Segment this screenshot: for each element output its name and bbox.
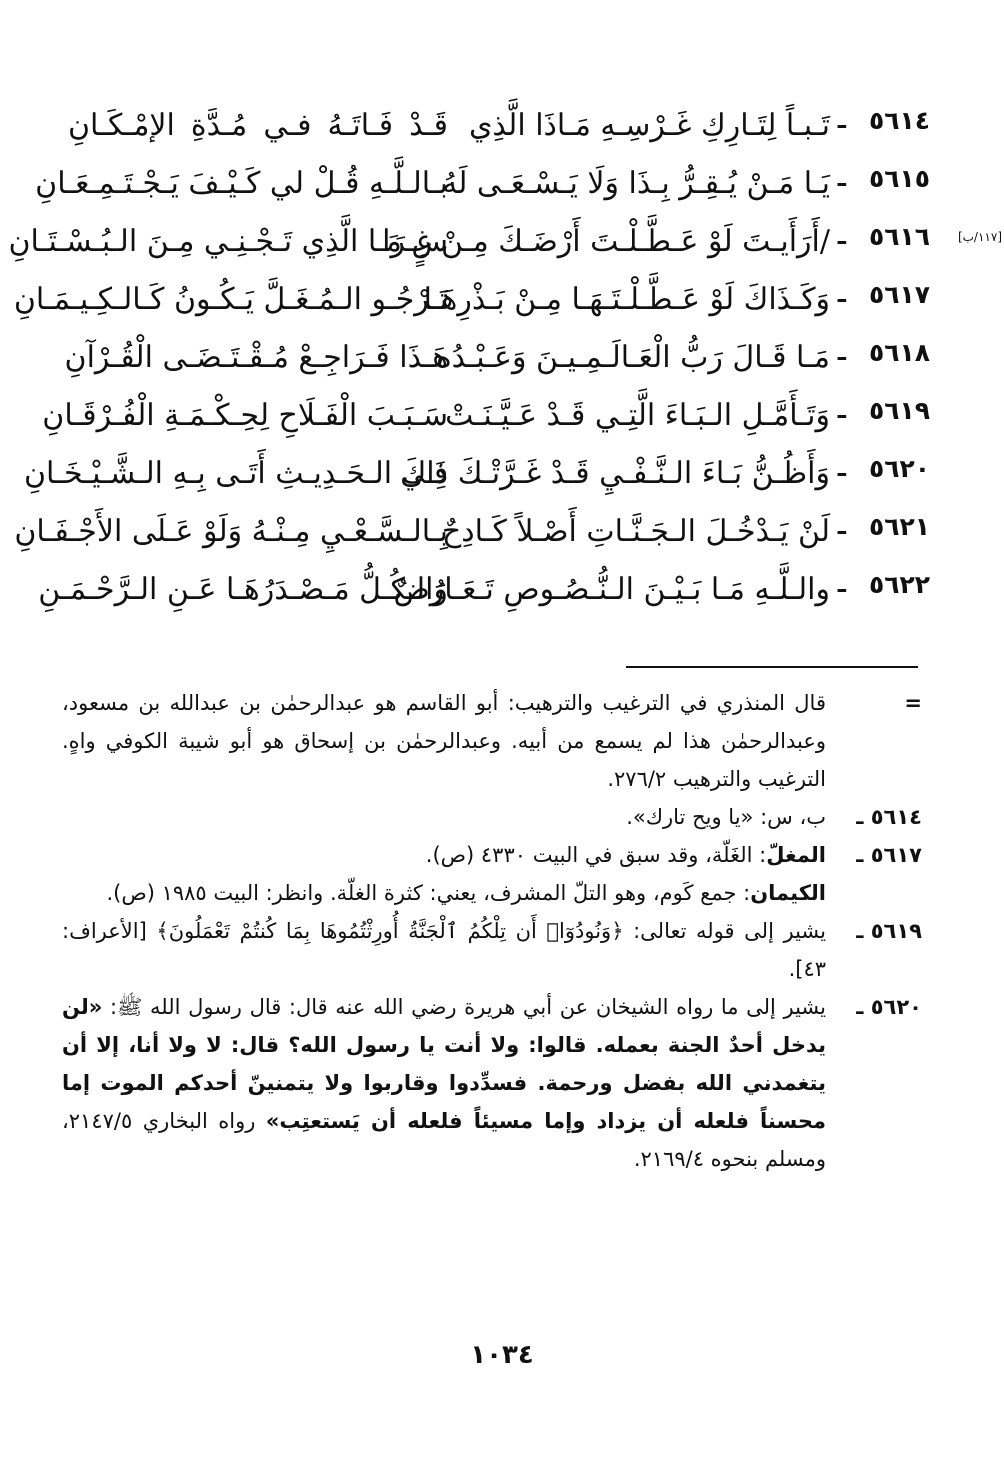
verse-5616: [8, 218, 1002, 276]
verse-first-hemistich: والـلَّـهِ مَـا بَـيْـنَ الـنُّـصُـوصِ تَـعَـارُضٌ: [393, 572, 830, 607]
verse-number: ٥٦١٩: [868, 396, 930, 425]
verse-second-hemistich: بـالـلَّـهِ قُـلْ لي كَـيْـفَ يَـجْـتَـمِـعَـانِ: [35, 166, 448, 201]
verse-second-hemistich: بِـالـسَّـعْـيِ مِـنْـهُ وَلَوْ عَـلَى الأَجْـفَـانِ: [14, 514, 448, 549]
verse-first-hemistich: وَأَظُـنُّ بَـاءَ الـنَّـفْـيِ قَـدْ غَـرَّتْـكَ فِـي: [400, 456, 830, 491]
verse-number: ٥٦٢٢: [868, 570, 930, 599]
footnote-number: ٥٦١٧ ـ: [856, 843, 922, 867]
verse-5617: [13, 276, 930, 334]
verse-dash: ـ: [837, 280, 846, 308]
verse-second-hemistich: وَالـكُـلُّ مَـصْـدَرُهَـا عَـنِ الـرَّحْـمَـنِ: [38, 572, 448, 607]
footnote-text: [62, 988, 826, 1178]
footnote-separator: [626, 666, 918, 668]
verse-number: ٥٦١٦: [868, 222, 930, 251]
verse-second-hemistich: تَـرْجُـو الـمُـغَـلَّ يَـكُـونُ كَـالـكِـيـمَـانِ: [13, 282, 448, 317]
verse-5618: [60, 334, 930, 392]
verse-number: ٥٦٢١: [868, 512, 930, 541]
footnote-5619: [62, 912, 922, 988]
verse-section: [8, 102, 1002, 624]
verse-dash: ـ: [837, 512, 846, 540]
footnote-number: ٥٦١٩ ـ: [856, 919, 922, 943]
verse-first-hemistich: يَـا مَـنْ يُـقِـرُّ بِـذَا وَلَا يَـسْـعَـى لَهُ: [442, 166, 830, 201]
verse-number: ٥٦١٥: [868, 164, 930, 193]
footnote-text: ب، س: «يا ويح تارك».: [626, 805, 826, 829]
footnote-5617: [62, 836, 922, 912]
verse-second-hemistich: هَـذَا فَـرَاجِـعْ مُـقْـتَـضَـى الْقُـرْآنِ: [64, 340, 448, 375]
verse-number: ٥٦١٧: [868, 280, 930, 309]
footnotes-section: [62, 684, 922, 1178]
verse-first-hemistich: وَتَـأَمَّـلِ الـبَـاءَ الَّتِـي قَـدْ عَـيَّـنَـتْ: [445, 398, 830, 433]
verse-number: ٥٦١٤: [868, 106, 930, 135]
verse-dash: ـ: [837, 338, 846, 366]
verse-first-hemistich: مَـا قَـالَ رَبُّ الْعَـالَـمِـيـنَ وَعَـبْـدُه: [435, 340, 830, 375]
verse-dash: ـ: [837, 396, 846, 424]
continuation-marker: =: [904, 691, 922, 715]
verse-5620: [23, 450, 930, 508]
verse-first-hemistich: /أَرَأَيـتَ لَوْ عَـطَّـلْـتَ أَرْضَـكَ مِـنْ غِـرَا: [382, 224, 830, 259]
footnote-continuation: [62, 684, 922, 798]
verse-5619: [42, 392, 930, 450]
verse-first-hemistich: تَـبـاً لِتَـارِكِ غَـرْسِـهِ مَـاذَا الَّذِي: [468, 108, 830, 143]
verse-number: ٥٦٢٠: [868, 454, 930, 483]
verse-first-hemistich: لَنْ يَـدْخُـلَ الـجَـنَّـاتِ أَصْـلاً كَـادِحٌ: [441, 514, 830, 549]
gloss-term: المغلّ: [766, 843, 826, 867]
footnote-text: [62, 836, 826, 874]
hadith-source: رواه البخاري ٢١٤٧/٥، ومسلم بنحوه ٢١٦٩/٤.: [62, 1109, 826, 1171]
gloss-term: الكيمان: [750, 881, 826, 905]
verse-second-hemistich: سٍ مَـا الَّذِي تَـجْـنِـي مِـنَ الـبُـسْـتَـانِ: [8, 224, 448, 259]
verse-first-hemistich: وَكَـذَاكَ لَوْ عَـطَّـلْـتَـهَـا مِـنْ بَـذْرِهَـا: [423, 282, 830, 317]
verse-dash: ـ: [837, 106, 846, 134]
hadith-quote: «لن يدخل أحدٌ الجنة بعمله. قالوا: ولا أنت يا رسول الله؟ قال: لا ولا أنا، إلا أن يتغمدني الله بفضل ورحمة. فسدِّدوا وقاربوا ولا يتمنينّ أحدكم الموت إما محسناً فلعله أن يزداد وإما مسيئاً فلعله أن يَستعتِب»: [62, 995, 827, 1133]
footnote-text: قال المنذري في الترغيب والترهيب: أبو القاسم هو عبدالرحمٰن بن عبدالله بن مسعود، وعبدالرحمٰن هذا لم يسمع من أبيه. وعبدالرحمٰن بن إسحاق هو أبو شيبة الكوفي واهٍ. الترغيب والترهيب ٢٧٦/٢.: [62, 691, 826, 791]
footnote-text: يشير إلى قوله تعالى: ﴿وَنُودُوٓا۟ أَن تِلْكُمُ ٱلْجَنَّةُ أُورِثْتُمُوهَا بِمَا كُنتُمْ تَعْمَلُونَ﴾ [الأعراف: ٤٣].: [62, 919, 826, 981]
footnote-text: [62, 874, 826, 912]
footnote-number: ٥٦١٤ ـ: [856, 805, 922, 829]
verse-dash: ـ: [837, 164, 846, 192]
verse-second-hemistich: ذَاكَ الـحَـدِيـثِ أَتَـى بِـهِ الـشَّـيْـخَـانِ: [23, 456, 448, 491]
verse-5621: [14, 508, 930, 566]
footnote-5620: [62, 988, 922, 1178]
verse-5614: [60, 102, 930, 160]
verse-number: ٥٦١٨: [868, 338, 930, 367]
page-number: ١٠٣٤: [470, 1340, 534, 1370]
verse-dash: ـ: [837, 222, 846, 250]
footnote-intro: يشير إلى ما رواه الشيخان عن أبي هريرة رضي الله عنه قال: قال رسول الله ﷺ:: [102, 995, 826, 1019]
verse-5615: [35, 160, 930, 218]
verse-5622: [38, 566, 930, 624]
verse-second-hemistich: سَـبَـبَ الْفَـلَاحِ لِحِـكْـمَـةِ الْفُـرْقَـانِ: [42, 398, 448, 433]
footnote-5614: [62, 798, 922, 836]
verse-dash: ـ: [837, 454, 846, 482]
gloss-definition: : جمع كَوم، وهو التلّ المشرف، يعني: كثرة الغلّة. وانظر: البيت ١٩٨٥ (ص).: [106, 881, 751, 905]
gloss-definition: : الغَلّة، وقد سبق في البيت ٤٣٣٠ (ص).: [425, 843, 767, 867]
footnote-number: ٥٦٢٠ ـ: [856, 995, 922, 1019]
margin-manuscript-ref: [١١٧/ب]: [957, 230, 1002, 244]
verse-second-hemistich: قَـدْ فَـاتَـهُ فـي مُـدَّةِ الإمْـكَـانِ: [68, 108, 448, 143]
verse-dash: ـ: [837, 570, 846, 598]
